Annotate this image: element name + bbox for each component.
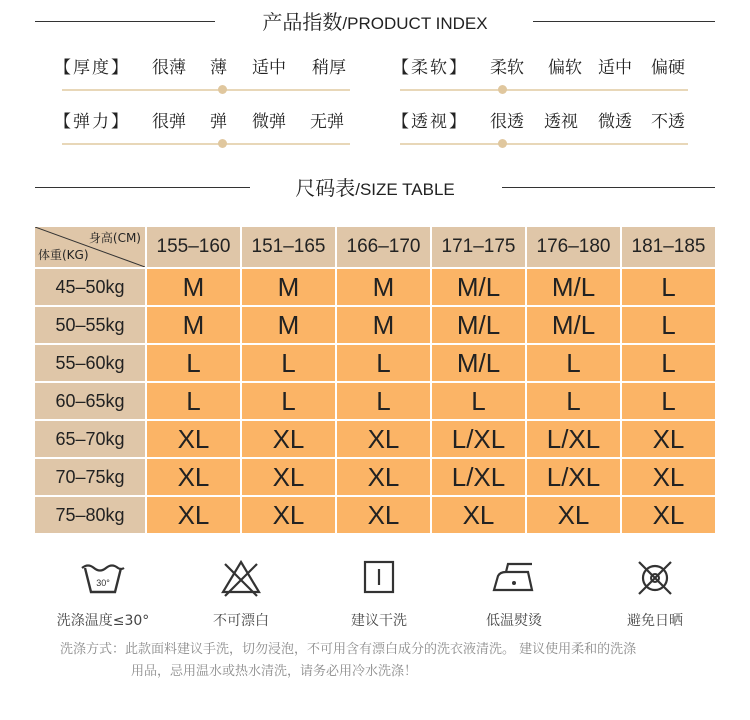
- index-option: 偏硬: [651, 58, 685, 78]
- size-cell: M: [337, 269, 430, 305]
- size-cell: L: [432, 383, 525, 419]
- index-option: 透视: [544, 112, 578, 132]
- index-option: 不透: [651, 112, 685, 132]
- size-table-title-en: /SIZE TABLE: [355, 180, 455, 199]
- care-label: 不可漂白: [213, 613, 269, 629]
- dry-clean-icon: [355, 558, 403, 598]
- size-cell: XL: [622, 459, 715, 495]
- corner-height-label: 身高(CM): [88, 231, 141, 245]
- product-index-title-cn: 产品指数: [262, 10, 343, 34]
- row-header: 60–65kg: [35, 383, 145, 419]
- no-bleach-icon: [217, 558, 265, 598]
- size-cell: XL: [242, 421, 335, 457]
- size-cell: M/L: [432, 269, 525, 305]
- wash-temp-text: 30°: [96, 578, 110, 588]
- wash-note-line1: 洗涤方式：此款面料建议手洗，切勿浸泡，不可用含有漂白成分的洗衣液清洗。 建议使用柔和的洗涤: [60, 642, 637, 657]
- size-cell: L/XL: [432, 421, 525, 457]
- size-cell: M: [147, 269, 240, 305]
- size-cell: M/L: [432, 345, 525, 381]
- size-cell: L: [242, 345, 335, 381]
- size-cell: L/XL: [527, 421, 620, 457]
- no-sun-icon: [631, 558, 679, 598]
- column-header: 166–170: [337, 227, 430, 267]
- index-row-label: 【厚度】: [54, 58, 130, 78]
- care-label: 建议干洗: [351, 613, 407, 629]
- size-cell: XL: [147, 421, 240, 457]
- size-cell: L: [622, 269, 715, 305]
- size-cell: M/L: [432, 307, 525, 343]
- index-slider-dot: [218, 139, 227, 148]
- care-item-no-sun: [600, 558, 710, 638]
- column-header: 151–165: [242, 227, 335, 267]
- care-label: 避免日晒: [627, 613, 683, 629]
- index-option: 很透: [490, 112, 524, 132]
- index-option: 无弹: [310, 112, 344, 132]
- size-cell: L/XL: [527, 459, 620, 495]
- size-cell: XL: [337, 459, 430, 495]
- size-cell: XL: [337, 497, 430, 533]
- index-option: 适中: [252, 58, 286, 78]
- size-cell: L: [622, 345, 715, 381]
- column-header: 155–160: [147, 227, 240, 267]
- size-cell: XL: [147, 497, 240, 533]
- index-option: 适中: [598, 58, 632, 78]
- index-slider-track: [400, 89, 688, 91]
- size-cell: M: [337, 307, 430, 343]
- size-cell: L: [337, 383, 430, 419]
- index-option: 弹: [210, 112, 227, 132]
- size-cell: XL: [622, 421, 715, 457]
- size-table-title-cn: 尺码表: [295, 176, 356, 200]
- table-corner-cell: [35, 227, 145, 267]
- index-option: 偏软: [548, 58, 582, 78]
- column-header: 181–185: [622, 227, 715, 267]
- size-cell: XL: [432, 497, 525, 533]
- index-slider-dot: [498, 85, 507, 94]
- index-option: 微弹: [252, 112, 286, 132]
- care-item-wash: [48, 558, 158, 638]
- size-cell: M/L: [527, 269, 620, 305]
- index-option: 很弹: [152, 112, 186, 132]
- size-cell: XL: [622, 497, 715, 533]
- size-cell: XL: [527, 497, 620, 533]
- column-header: 171–175: [432, 227, 525, 267]
- row-header: 75–80kg: [35, 497, 145, 533]
- index-slider-track: [400, 143, 688, 145]
- care-label: 洗涤温度≤30°: [56, 613, 150, 629]
- index-option: 微透: [598, 112, 632, 132]
- column-header: 176–180: [527, 227, 620, 267]
- index-row: [54, 108, 360, 142]
- size-cell: XL: [147, 459, 240, 495]
- size-cell: L: [622, 307, 715, 343]
- size-cell: L/XL: [432, 459, 525, 495]
- size-cell: L: [147, 345, 240, 381]
- index-row: [392, 108, 698, 142]
- size-cell: L: [242, 383, 335, 419]
- wash-30-icon: [79, 558, 127, 598]
- row-header: 55–60kg: [35, 345, 145, 381]
- index-option: 柔软: [490, 58, 524, 78]
- low-iron-icon: [490, 558, 538, 598]
- index-row-label: 【透视】: [392, 112, 468, 132]
- size-cell: L: [527, 383, 620, 419]
- row-header: 50–55kg: [35, 307, 145, 343]
- wash-note-line2: 用品，忌用温水或热水清洗，请务必用冷水洗涤！: [131, 664, 418, 679]
- care-item-dry-clean: [324, 558, 434, 638]
- row-header: 70–75kg: [35, 459, 145, 495]
- index-row-label: 【柔软】: [392, 58, 468, 78]
- size-cell: XL: [242, 497, 335, 533]
- index-option: 很薄: [152, 58, 186, 78]
- index-option: 稍厚: [312, 58, 346, 78]
- index-row: [54, 54, 360, 88]
- index-slider-dot: [218, 85, 227, 94]
- size-cell: M: [242, 269, 335, 305]
- size-cell: XL: [242, 459, 335, 495]
- index-option: 薄: [210, 58, 227, 78]
- size-cell: L: [622, 383, 715, 419]
- size-cell: L: [147, 383, 240, 419]
- corner-weight-label: 体重(KG): [38, 248, 89, 262]
- size-cell: M/L: [527, 307, 620, 343]
- care-item-no-bleach: [186, 558, 296, 638]
- index-slider-dot: [498, 139, 507, 148]
- care-label: 低温熨烫: [486, 613, 542, 629]
- row-header: 65–70kg: [35, 421, 145, 457]
- index-slider-track: [62, 89, 350, 91]
- size-cell: L: [337, 345, 430, 381]
- index-row-label: 【弹力】: [54, 112, 130, 132]
- row-header: 45–50kg: [35, 269, 145, 305]
- product-index-title-en: /PRODUCT INDEX: [342, 14, 488, 33]
- size-table-header: [0, 173, 750, 203]
- size-table: [35, 227, 715, 535]
- care-item-low-iron: [459, 558, 569, 638]
- index-slider-track: [62, 143, 350, 145]
- index-row: [392, 54, 698, 88]
- product-index-header: [0, 7, 750, 37]
- size-cell: XL: [337, 421, 430, 457]
- size-cell: M: [242, 307, 335, 343]
- size-cell: L: [527, 345, 620, 381]
- size-cell: M: [147, 307, 240, 343]
